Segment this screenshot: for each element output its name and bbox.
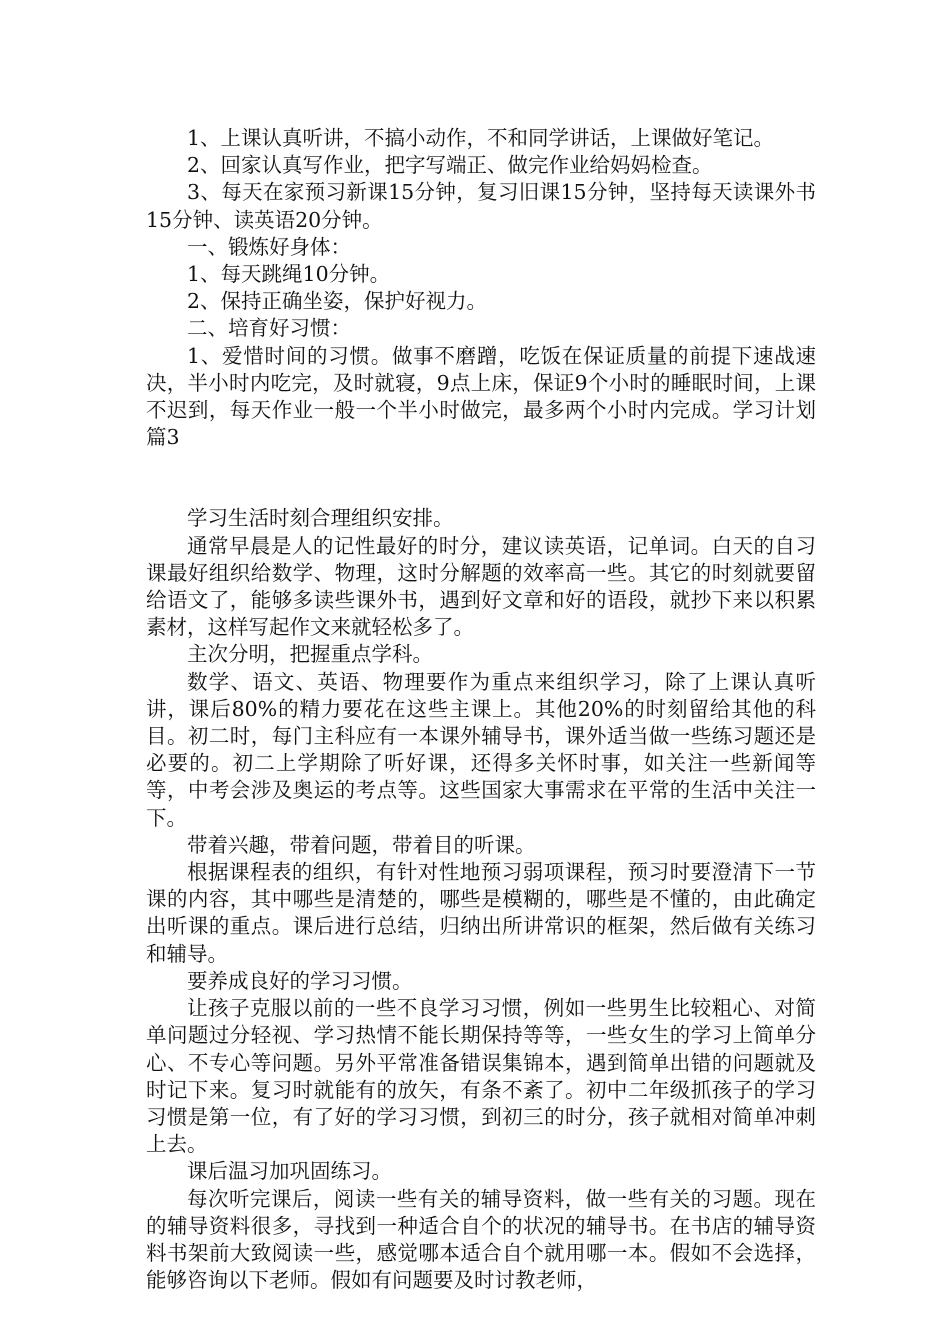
section-heading: 二、培育好习惯： bbox=[187, 316, 351, 341]
subheading: 带着兴趣，带着问题，带着目的听课。 bbox=[187, 832, 536, 857]
subheading: 学习生活时刻合理组织安排。 bbox=[187, 506, 454, 531]
paragraph: 通常早晨是人的记性最好的时分，建议读英语，记单词。白天的自习课最好组织给数学、物理，这时分解题的效率高一些。其它的时刻就要留给语文了，能够多读些课外书，遇到好文章和好的语段，就抄下来以积累素材，这样写起作文来就轻松多了。 bbox=[146, 533, 816, 640]
subheading: 课后温习加巩固练习。 bbox=[187, 1159, 392, 1184]
paragraph: 2、保持正确坐姿，保护好视力。 bbox=[187, 289, 488, 314]
paragraph: 根据课程表的组织，有针对性地预习弱项课程，预习时要澄清下一节课的内容，其中哪些是清楚的，哪些是模糊的，哪些是不懂的，由此确定出听课的重点。课后进行总结，归纳出所讲常识的框架，然后做有关练习和辅导。 bbox=[146, 860, 816, 966]
paragraph: 2、回家认真写作业，把字写端正、做完作业给妈妈检查。 bbox=[187, 153, 713, 178]
paragraph: 1、每天跳绳10分钟。 bbox=[187, 262, 391, 287]
subheading: 要养成良好的学习习惯。 bbox=[187, 968, 413, 993]
subheading: 主次分明，把握重点学科。 bbox=[187, 642, 433, 667]
paragraph: 让孩子克服以前的一些不良学习习惯，例如一些男生比较粗心、对简单问题过分轻视、学习热情不能长期保持等等，一些女生的学习上简单分心、不专心等问题。另外平常准备错误集锦本，遇到简单出错的问题就及时记下来。复习时就能有的放矢，有条不紊了。初中二年级抓孩子的学习习惯是第一位，有了好的学习习惯，到初三的时分，孩子就相对简单冲刺上去。 bbox=[146, 996, 816, 1157]
paragraph: 每次听完课后，阅读一些有关的辅导资料，做一些有关的习题。现在的辅导资料很多，寻找到一种适合自个的状况的辅导书。在书店的辅导资料书架前大致阅读一些，感觉哪本适合自个就用哪一本。假如不会选择，能够咨询以下老师。假如有问题要及时讨教老师， bbox=[146, 1186, 816, 1293]
blank-gap bbox=[146, 451, 816, 505]
paragraph: 数学、语文、英语、物理要作为重点来组织学习，除了上课认真听讲，课后80%的精力要花在这些主课上。其他20%的时刻留给其他的科目。初二时，每门主科应有一本课外辅导书，课外适当做一些练习题还是必要的。初二上学期除了听好课，还得多关怀时事，如关注一些新闻等等，中考会涉及奥运的考点等。这些国家大事需求在平常的生活中关注一下。 bbox=[146, 669, 816, 830]
section-heading: 一、锻炼好身体： bbox=[187, 234, 351, 259]
paragraph: 1、上课认真听讲，不搞小动作，不和同学讲话，上课做好笔记。 bbox=[187, 126, 775, 150]
document-page bbox=[146, 125, 816, 1294]
paragraph: 3、每天在家预习新课15分钟，复习旧课15分钟，坚持每天读课外书15分钟、读英语20分钟。 bbox=[146, 180, 816, 232]
paragraph: 1、爱惜时间的习惯。做事不磨蹭，吃饭在保证质量的前提下速战速决，半小时内吃完，及时就寝，9点上床，保证9个小时的睡眠时间，上课不迟到，每天作业一般一个半小时做完，最多两个小时内完成。学习计划 篇3 bbox=[146, 343, 816, 450]
